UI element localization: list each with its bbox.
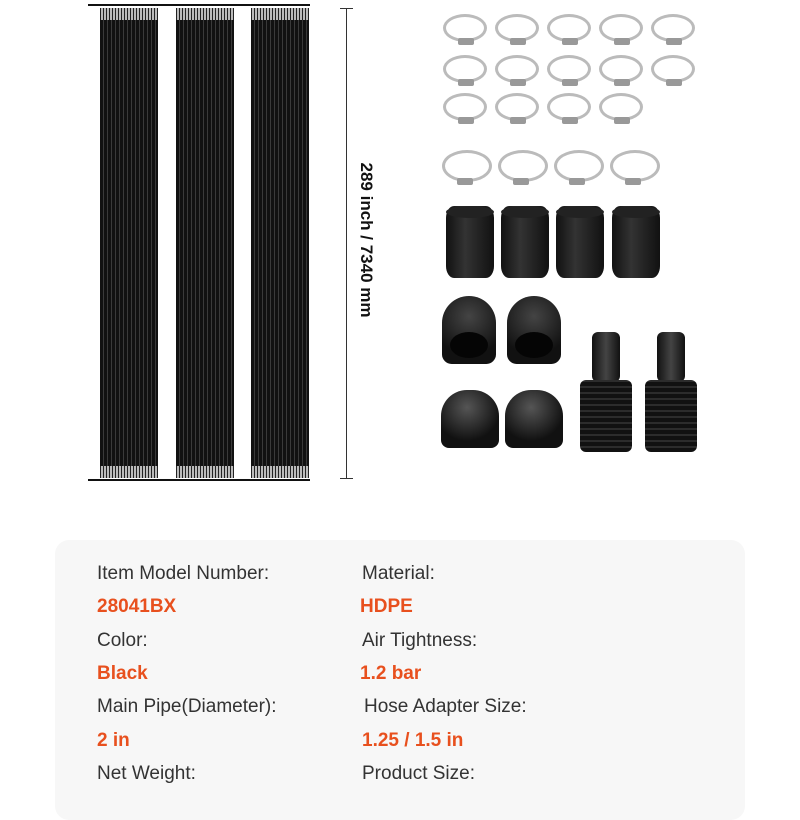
hose-clamp <box>495 93 539 121</box>
hose-clamp <box>443 55 487 83</box>
dimension-cap <box>340 478 353 479</box>
hose-clamp <box>599 55 643 83</box>
hose-clamp <box>651 14 695 42</box>
solar-panel <box>100 8 158 478</box>
solar-panel <box>251 8 309 478</box>
spec-label-net-weight: Net Weight: <box>97 763 196 784</box>
spec-label-product-size: Product Size: <box>362 763 475 784</box>
spec-label-air-tightness: Air Tightness: <box>362 630 478 651</box>
spec-value-material: HDPE <box>360 596 413 617</box>
coupler <box>446 206 494 278</box>
elbow-fitting <box>442 296 496 364</box>
hose-clamp <box>498 150 548 182</box>
solar-panel <box>176 8 234 478</box>
hose-clamp <box>495 55 539 83</box>
spec-value-model: 28041BX <box>97 596 177 617</box>
coupler <box>612 206 660 278</box>
dimension-line <box>346 8 347 478</box>
spec-value-air-tightness: 1.2 bar <box>360 663 422 684</box>
spec-label-hose-adapter: Hose Adapter Size: <box>364 696 527 717</box>
spec-label-model: Item Model Number: <box>97 563 270 584</box>
hose-clamp <box>554 150 604 182</box>
hose-clamp <box>547 55 591 83</box>
spec-value-main-pipe: 2 in <box>97 730 130 751</box>
end-cap <box>441 390 499 448</box>
coupler <box>556 206 604 278</box>
coupler <box>501 206 549 278</box>
spec-label-color: Color: <box>97 630 148 651</box>
hose-clamp <box>547 14 591 42</box>
hose-clamp <box>651 55 695 83</box>
hose-clamp <box>443 93 487 121</box>
panel-top-line <box>88 4 310 6</box>
hose-adapter <box>580 332 632 452</box>
hose-clamp <box>599 93 643 121</box>
dimension-label: 289 inch / 7340 mm <box>357 162 376 318</box>
hose-clamp <box>443 14 487 42</box>
spec-label-main-pipe: Main Pipe(Diameter): <box>97 696 277 717</box>
hose-clamp <box>547 93 591 121</box>
spec-value-hose-adapter: 1.25 / 1.5 in <box>362 730 464 751</box>
spec-value-color: Black <box>97 663 148 684</box>
hose-adapter <box>645 332 697 452</box>
end-cap <box>505 390 563 448</box>
hose-clamp <box>610 150 660 182</box>
panel-bottom-line <box>88 479 310 481</box>
hose-clamp <box>599 14 643 42</box>
dimension-cap <box>340 8 353 9</box>
spec-label-material: Material: <box>362 563 435 584</box>
hose-clamp <box>495 14 539 42</box>
elbow-fitting <box>507 296 561 364</box>
hose-clamp <box>442 150 492 182</box>
